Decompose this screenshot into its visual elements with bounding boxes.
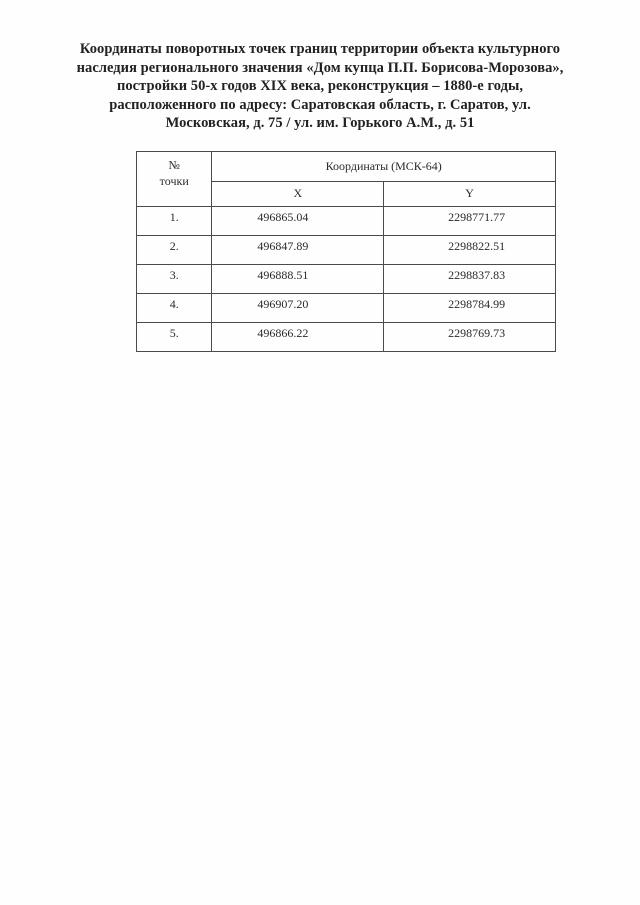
header-x: X xyxy=(212,181,384,206)
x-value: 496866.22 xyxy=(212,323,384,352)
coordinates-table xyxy=(136,151,556,352)
title-line-2: наследия регионального значения «Дом купца П.П. Борисова-Морозова», xyxy=(76,59,564,76)
table-row xyxy=(137,323,556,352)
header-point-number xyxy=(137,152,212,207)
x-value: 496888.51 xyxy=(212,265,384,294)
title-line-4: расположенного по адресу: Саратовская область, г. Саратов, ул. xyxy=(109,96,531,113)
table-row xyxy=(137,294,556,323)
document-title xyxy=(40,40,600,133)
header-num-sign: № xyxy=(168,158,180,172)
table-header-row xyxy=(137,152,556,182)
title-line-3: постройки 50-х годов XIX века, реконструкция – 1880-е годы, xyxy=(116,78,524,94)
y-value: 2298837.83 xyxy=(384,265,556,294)
point-number: 1. xyxy=(137,207,212,236)
y-value: 2298822.51 xyxy=(384,236,556,265)
table-row xyxy=(137,236,556,265)
title-line-5: Московская, д. 75 / ул. им. Горького А.М., д. 51 xyxy=(165,115,475,131)
y-value: 2298769.73 xyxy=(384,323,556,352)
point-number: 3. xyxy=(137,265,212,294)
header-y: Y xyxy=(384,181,556,206)
header-coordinates: Координаты (МСК-64) xyxy=(212,152,556,182)
point-number: 5. xyxy=(137,323,212,352)
x-value: 496847.89 xyxy=(212,236,384,265)
title-line-1: Координаты поворотных точек границ территории объекта культурного xyxy=(79,41,561,57)
table-row xyxy=(137,207,556,236)
x-value: 496907.20 xyxy=(212,294,384,323)
x-value: 496865.04 xyxy=(212,207,384,236)
point-number: 2. xyxy=(137,236,212,265)
y-value: 2298771.77 xyxy=(384,207,556,236)
table-row xyxy=(137,265,556,294)
point-number: 4. xyxy=(137,294,212,323)
y-value: 2298784.99 xyxy=(384,294,556,323)
header-num-label: точки xyxy=(159,174,189,188)
